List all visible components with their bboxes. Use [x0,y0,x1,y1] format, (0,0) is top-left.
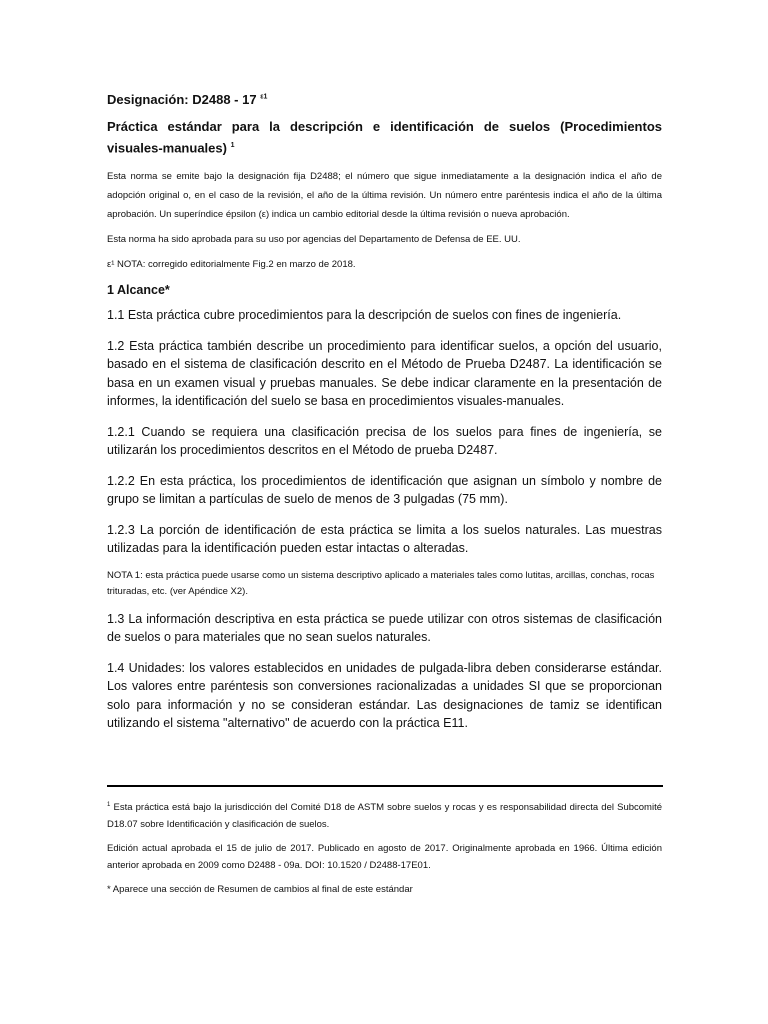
nota-1: NOTA 1: esta práctica puede usarse como un sistema descriptivo aplicado a materiales tales como lutitas, arcillas, conchas, rocas trituradas, etc. (ver Apéndice X2). [107,569,655,597]
paragraph-1-4: 1.4 Unidades: los valores establecidos en unidades de pulgada-libra deben considerarse estándar. Los valores entre paréntesis son conversiones racionalizadas a unidades SI que se proporcionan solo para información y no se consideran estándar. Las designaciones de tamiz se identifican utilizando el sistema "alternativo" de acuerdo con la práctica E11. [107,660,662,731]
footnote-1-text: Esta práctica está bajo la jurisdicción del Comité D18 de ASTM sobre suelos y rocas y es responsabilidad directa del Subcomité D18.07 sobre Identificación y clasificación de suelos. [107,802,662,831]
paragraph-1-2-2: 1.2.2 En esta práctica, los procedimientos de identificación que asignan un símbolo y nombre de grupo se limitan a partículas de suelo de menos de 3 pulgadas (75 mm). [107,473,662,507]
paragraph-1-3: 1.3 La información descriptiva en esta práctica se puede utilizar con otros sistemas de clasificación de suelos o para materiales que no sean suelos naturales. [107,611,662,645]
paragraph-1-2-1: 1.2.1 Cuando se requiera una clasificación precisa de los suelos para fines de ingeniería, se utilizarán los procedimientos descritos en el Método de prueba D2487. [107,424,662,458]
paragraph-1-2: 1.2 Esta práctica también describe un procedimiento para identificar suelos, a opción del usuario, basado en el sistema de clasificación descrito en el Método de Prueba D2487. La identificación se basa en un examen visual y pruebas manuales. Se debe indicar claramente en la presentación de informes, la identificación del suelo se basa en procedimientos visuales-manuales. [107,338,662,409]
summary-note: * Aparece una sección de Resumen de cambios al final de este estándar [107,884,413,896]
title-text: Práctica estándar para la descripción e identificación de suelos (Procedimientos visuales-manuales) [107,119,662,156]
epsilon-note: ε¹ NOTA: corregido editorialmente Fig.2 en marzo de 2018. [107,259,356,271]
intro-paragraph-2: Esta norma ha sido aprobada para su uso por agencias del Departamento de Defensa de EE. UU. [107,234,521,246]
footnote-1 [107,797,662,833]
designation-superscript: ε1 [260,93,268,101]
edition-note: Edición actual aprobada el 15 de julio de 2017. Publicado en agosto de 2017. Originalmente aprobada en 1966. Última edición anterior aprobada en 2009 como D2488 - 09a. DOI: 10.1520 / D2488-17E01. [107,843,662,872]
footnote-1-marker: 1 [107,802,111,808]
designation [107,92,662,107]
designation-label: Designación: D2488 - 17 [107,92,257,107]
footnotes [107,797,662,905]
document-title [107,117,662,157]
document-body [107,92,662,745]
title-footnote-marker: 1 [230,142,235,149]
section-1-heading: 1 Alcance* [107,283,170,298]
footnote-divider [107,785,663,787]
intro-paragraph-1: Esta norma se emite bajo la designación fija D2488; el número que sigue inmediatamente a la designación indica el año de adopción original o, en el caso de la revisión, el año de la última revisión. Un número entre paréntesis indica el año de la última aprobación. Un superíndice épsilon (ε) indica un cambio editorial desde la última revisión o nueva aprobación. [107,171,662,221]
paragraph-1-2-3: 1.2.3 La porción de identificación de esta práctica se limita a los suelos naturales. Las muestras utilizadas para la identificación pueden estar intactas o alteradas. [107,522,662,556]
paragraph-1-1: 1.1 Esta práctica cubre procedimientos para la descripción de suelos con fines de ingeniería. [107,308,622,323]
